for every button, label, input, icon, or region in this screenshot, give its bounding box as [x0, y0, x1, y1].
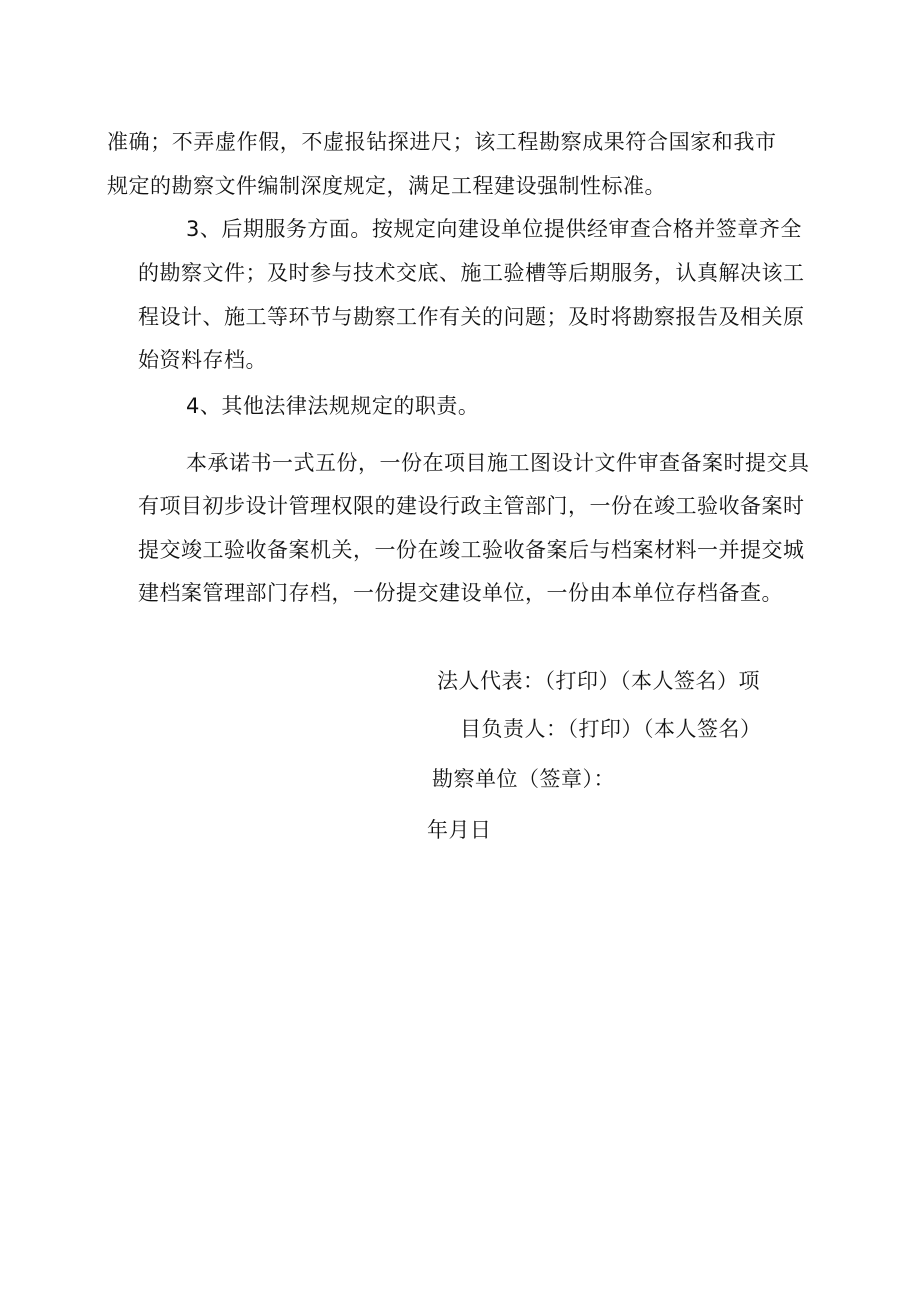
item-3-line-4: 始资料存档。 — [138, 348, 267, 372]
item-3-line-2: 的勘察文件；及时参与技术交底、施工验槽等后期服务，认真解决该工 — [138, 261, 805, 285]
item-3-line-3: 程设计、施工等环节与勘察工作有关的问题；及时将勘察报告及相关原 — [138, 305, 805, 329]
survey-unit-seal-line: 勘察单位（签章）： — [432, 767, 615, 791]
date-line: 年月日 — [427, 818, 492, 842]
copies-line-1: 本承诺书一式五份，一份在项目施工图设计文件审查备案时提交具 — [186, 451, 810, 475]
body-line-2: 规定的勘察文件编制深度规定，满足工程建设强制性标准。 — [107, 174, 666, 198]
copies-line-4: 建档案管理部门存档，一份提交建设单位，一份由本单位存档备查。 — [138, 581, 783, 605]
body-line-1: 准确；不弄虚作假，不虚报钻探进尺；该工程勘察成果符合国家和我市 — [107, 130, 777, 154]
copies-line-3: 提交竣工验收备案机关，一份在竣工验收备案后与档案材料一并提交城 — [138, 538, 805, 562]
project-lead-line: 目负责人：（打印）（本人签名） — [460, 717, 762, 741]
item-4-line: 4、其他法律法规规定的职责。 — [186, 394, 480, 418]
legal-representative-line: 法人代表：（打印）（本人签名）项 — [437, 669, 760, 693]
item-3-line-1: 3、后期服务方面。按规定向建设单位提供经审查合格并签章齐全 — [186, 217, 802, 241]
copies-line-2: 有项目初步设计管理权限的建设行政主管部门，一份在竣工验收备案时 — [138, 494, 805, 518]
